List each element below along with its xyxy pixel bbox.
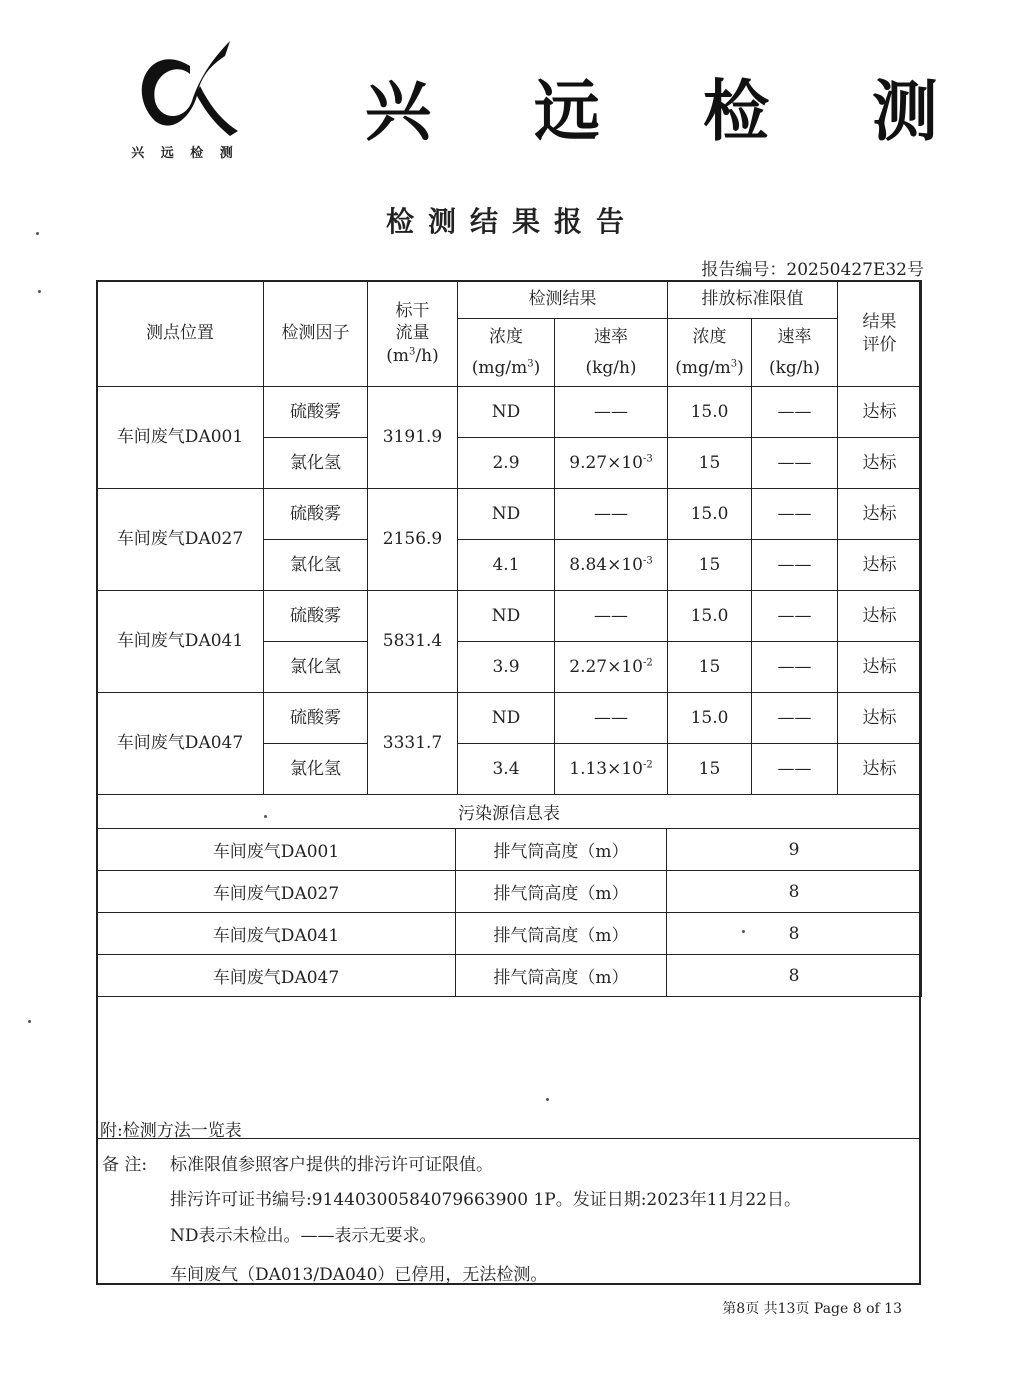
source-point-cell: 车间废气DA041 xyxy=(97,913,456,955)
rate-cell: —— xyxy=(555,489,668,540)
source-point-cell: 车间废气DA047 xyxy=(97,955,456,997)
eval-cell: 达标 xyxy=(838,438,922,489)
factor-cell: 硫酸雾 xyxy=(264,387,368,438)
rate-cell: $1.13\times 10^{-2}$ xyxy=(555,744,668,795)
header-limit-rate: 速率 (kg/h) xyxy=(752,319,838,387)
source-info-table xyxy=(96,794,922,997)
source-table-title: 污染源信息表 xyxy=(97,795,922,829)
scan-speck xyxy=(38,290,41,293)
appendix-label: 附:检测方法一览表 xyxy=(100,1121,242,1141)
remark-line: ND表示未检出。——表示无要求。 xyxy=(170,1226,437,1246)
scan-speck xyxy=(742,930,745,933)
source-item-cell: 排气筒高度（m） xyxy=(456,829,667,871)
scan-speck xyxy=(28,1020,31,1023)
conc-cell: ND xyxy=(458,591,555,642)
scan-speck xyxy=(36,232,39,235)
company-logo xyxy=(130,36,240,141)
table-row xyxy=(97,489,922,540)
source-item-cell: 排气筒高度（m） xyxy=(456,955,667,997)
limit-rate-cell: —— xyxy=(752,438,838,489)
limit-conc-cell: 15.0 xyxy=(668,387,752,438)
limit-rate-cell: —— xyxy=(752,489,838,540)
source-value-cell: 9 xyxy=(667,829,922,871)
table-row xyxy=(97,913,922,955)
factor-cell: 硫酸雾 xyxy=(264,591,368,642)
limit-rate-cell: —— xyxy=(752,642,838,693)
scan-speck xyxy=(546,1098,549,1101)
limit-conc-cell: 15.0 xyxy=(668,591,752,642)
rate-cell: —— xyxy=(555,387,668,438)
eval-cell: 达标 xyxy=(838,489,922,540)
limit-rate-cell: —— xyxy=(752,387,838,438)
remark-line: 车间废气（DA013/DA040）已停用，无法检测。 xyxy=(170,1265,548,1285)
flow-cell: 2156.9 xyxy=(368,489,458,591)
factor-cell: 氯化氢 xyxy=(264,540,368,591)
limit-conc-cell: 15 xyxy=(668,438,752,489)
remark-line: 标准限值参照客户提供的排污许可证限值。 xyxy=(170,1155,493,1175)
header-flow-line2: 流量 xyxy=(395,323,430,344)
flow-cell: 3191.9 xyxy=(368,387,458,489)
header-point: 测点位置 xyxy=(97,281,264,387)
header-limit-conc: 浓度 $(mg/m^3)$ xyxy=(668,319,752,387)
logo-caption: 兴 远 检 测 xyxy=(131,146,239,161)
limit-conc-cell: 15.0 xyxy=(668,693,752,744)
point-cell: 车间废气DA041 xyxy=(97,591,264,693)
report-number: 报告编号：20250427E32号 xyxy=(701,260,924,280)
point-cell: 车间废气DA001 xyxy=(97,387,264,489)
company-name: 兴 远 检 测 xyxy=(365,72,978,150)
header-factor: 检测因子 xyxy=(264,281,368,387)
scan-speck xyxy=(264,815,267,818)
divider xyxy=(96,1138,921,1139)
header-flow-line1: 标干 xyxy=(395,301,430,322)
limit-conc-cell: 15 xyxy=(668,540,752,591)
results-table xyxy=(96,280,922,795)
factor-cell: 硫酸雾 xyxy=(264,489,368,540)
source-value-cell: 8 xyxy=(667,955,922,997)
conc-cell: 4.1 xyxy=(458,540,555,591)
point-cell: 车间废气DA047 xyxy=(97,693,264,795)
limit-rate-cell: —— xyxy=(752,693,838,744)
rate-cell: $9.27\times 10^{-3}$ xyxy=(555,438,668,489)
limit-conc-cell: 15.0 xyxy=(668,489,752,540)
source-point-cell: 车间废气DA027 xyxy=(97,871,456,913)
eval-cell: 达标 xyxy=(838,540,922,591)
source-value-cell: 8 xyxy=(667,871,922,913)
limit-rate-cell: —— xyxy=(752,540,838,591)
table-row xyxy=(97,693,922,744)
conc-cell: 2.9 xyxy=(458,438,555,489)
header-flow-unit: $(m^3/h)$ xyxy=(386,345,439,366)
page-title: 检测结果报告 xyxy=(385,205,638,238)
factor-cell: 氯化氢 xyxy=(264,438,368,489)
eval-cell: 达标 xyxy=(838,693,922,744)
table-row xyxy=(97,591,922,642)
header-flow xyxy=(368,281,458,387)
conc-cell: ND xyxy=(458,693,555,744)
conc-cell: 3.4 xyxy=(458,744,555,795)
table-row xyxy=(97,387,922,438)
header-result-rate: 速率 (kg/h) xyxy=(555,319,668,387)
factor-cell: 氯化氢 xyxy=(264,642,368,693)
limit-rate-cell: —— xyxy=(752,744,838,795)
limit-conc-cell: 15 xyxy=(668,642,752,693)
rate-cell: —— xyxy=(555,693,668,744)
flow-cell: 3331.7 xyxy=(368,693,458,795)
factor-cell: 氯化氢 xyxy=(264,744,368,795)
table-row xyxy=(97,871,922,913)
rate-cell: $8.84\times 10^{-3}$ xyxy=(555,540,668,591)
rate-cell: —— xyxy=(555,591,668,642)
eval-cell: 达标 xyxy=(838,387,922,438)
header-result: 检测结果 xyxy=(458,281,668,319)
factor-cell: 硫酸雾 xyxy=(264,693,368,744)
limit-rate-cell: —— xyxy=(752,591,838,642)
source-value-cell: 8 xyxy=(667,913,922,955)
eval-cell: 达标 xyxy=(838,642,922,693)
remarks-label: 备 注: xyxy=(102,1155,148,1175)
flow-cell: 5831.4 xyxy=(368,591,458,693)
table-row xyxy=(97,955,922,997)
source-item-cell: 排气筒高度（m） xyxy=(456,871,667,913)
limit-conc-cell: 15 xyxy=(668,744,752,795)
header-limit: 排放标准限值 xyxy=(668,281,838,319)
header-result-conc: 浓度 $(mg/m^3)$ xyxy=(458,319,555,387)
page-footer: 第8页 共13页 Page 8 of 13 xyxy=(722,1301,902,1317)
header-eval: 结果 评价 xyxy=(838,281,922,387)
table-row xyxy=(97,829,922,871)
rate-cell: $2.27\times 10^{-2}$ xyxy=(555,642,668,693)
conc-cell: 3.9 xyxy=(458,642,555,693)
source-point-cell: 车间废气DA001 xyxy=(97,829,456,871)
source-item-cell: 排气筒高度（m） xyxy=(456,913,667,955)
eval-cell: 达标 xyxy=(838,744,922,795)
conc-cell: ND xyxy=(458,489,555,540)
eval-cell: 达标 xyxy=(838,591,922,642)
conc-cell: ND xyxy=(458,387,555,438)
point-cell: 车间废气DA027 xyxy=(97,489,264,591)
remark-line: 排污许可证书编号:91440300584079663900 1P。发证日期:2023年11月22日。 xyxy=(170,1190,801,1210)
